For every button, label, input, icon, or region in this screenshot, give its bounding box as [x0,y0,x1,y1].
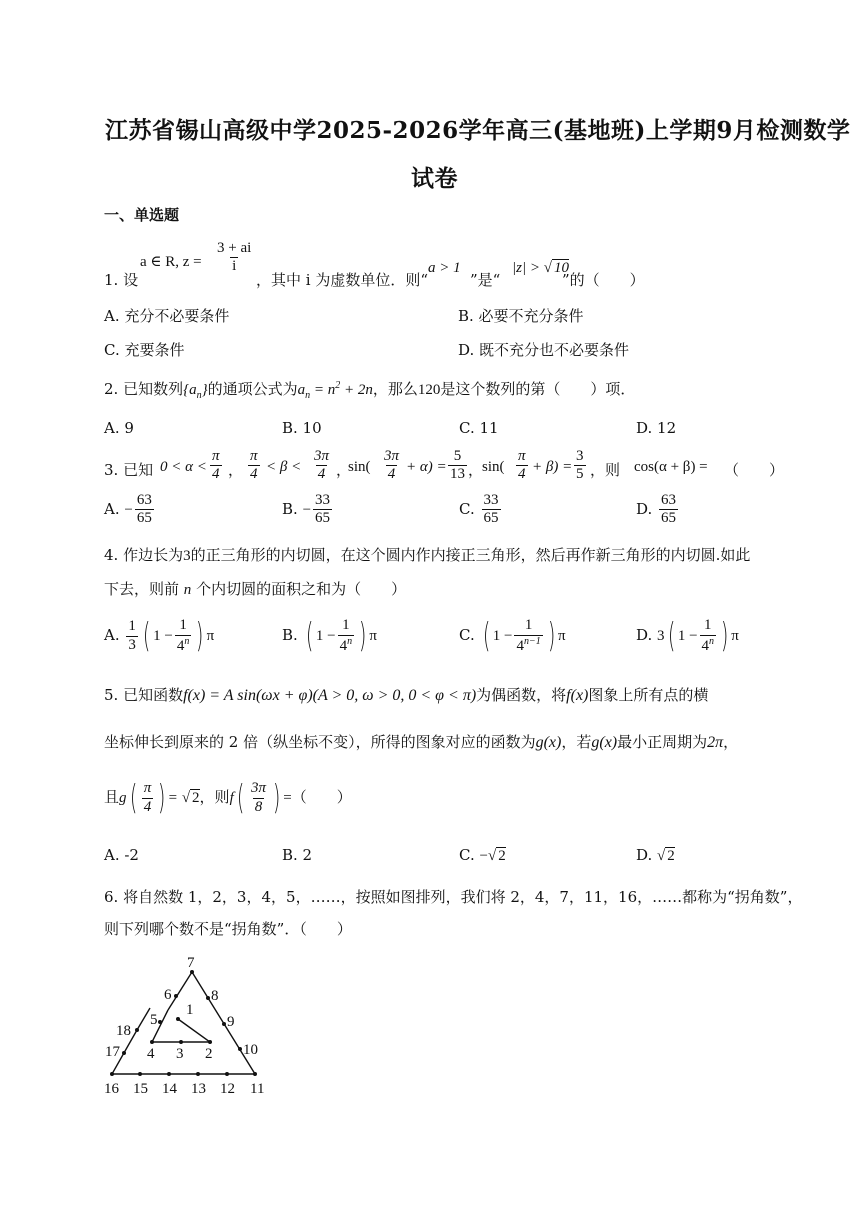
q3-option-d[interactable]: D. $\frac{63}{65}$ [636,492,677,527]
q2-option-d[interactable]: D. 12 [636,419,677,437]
figure-label-14: 14 [162,1081,177,1097]
question-6-line2: 则下列哪个数不是“拐角数”．（ ） [104,920,352,938]
figure-label-3: 3 [176,1046,184,1062]
question-5-line2: 坐标伸长到原来的 2 倍（纵坐标不变），所得的图象对应的函数为g(x)，若g(x)最小正周期为2π， [104,733,739,751]
q5-option-c[interactable]: C. −√ 2 [459,846,506,864]
q2-option-c[interactable]: C. 11 [459,419,499,437]
question-2: 2. 已知数列$\{a_n\}$的通项公式为$a_n = n^2 + 2n$，那么120是这个数列的第（ ）项． [104,380,636,401]
spiral-extension [137,1008,150,1030]
figure-label-13: 13 [191,1081,206,1097]
q1-cond1: a > 1 [428,260,461,276]
doc-title-line2: 试卷 [411,165,458,192]
q2-formula: $a_n = n^2 + 2n$ [297,380,373,401]
q1-stem-a: a ∈ R, z = [140,254,202,270]
q1-text2: ”是“ [470,271,501,289]
q2-option-a[interactable]: A. 9 [104,419,134,437]
figure-label-11: 11 [250,1081,265,1097]
q5-option-a[interactable]: A. -2 [104,846,139,864]
question-3: 3. 已知 0 < α < $\frac{\pi}{4}$ ， $\frac{\pi}{4}$ < β < $\frac{3\pi}{4}$ ， sin( $\frac{3\pi}{4}$ + α) = $\frac{5}{13}$ ， sin( $\frac{\pi}{4}$ + β) = $\frac{3}{5}$ ，则 cos(α + β) = （ ） [104,448,785,483]
q1-text1: ，其中 i 为虚数单位．则“ [256,271,429,289]
q1-option-b[interactable]: B. 必要不充分条件 [458,307,584,325]
q1-option-d[interactable]: D. 既不充分也不必要条件 [458,341,630,359]
figure-label-16: 16 [104,1081,119,1097]
q4-option-b[interactable]: B. ( 1 − $\frac{1}{4^n}$ ) π [282,616,377,656]
q4-option-d[interactable]: D. 3( 1 − $\frac{1}{4^n}$ ) π [636,616,739,656]
q5-option-b[interactable]: B. 2 [282,846,313,864]
q1-option-c[interactable]: C. 充要条件 [104,341,185,359]
q1-text3: ”的（ ） [562,271,645,289]
inner-path [152,1010,210,1042]
q1-cond2: |z| > √ 10 [512,260,569,276]
figure-label-9: 9 [227,1014,235,1030]
figure-label-6: 6 [164,987,172,1003]
doc-title-line1: 江苏省锡山高级中学2025-2026学年高三(基地班)上学期9月检测数学 [105,117,851,144]
q1-option-a[interactable]: A. 充分不必要条件 [104,307,230,325]
figure-label-8: 8 [211,988,219,1004]
q3-option-c[interactable]: C. $\frac{33}{65}$ [459,492,499,527]
figure-label-17: 17 [105,1044,120,1060]
number-triangle-figure [100,950,280,1100]
question-4-line2: 下去，则前 n 个内切圆的面积之和为（ ） [104,580,407,598]
section-heading: 一、单选题 [104,206,180,224]
q4-option-c[interactable]: C. ( 1 − $\frac{1}{4^{n-1}}$ ) π [459,616,566,656]
q2-sequence: $\{a_n\}$ [183,382,208,401]
question-4-line1: 4. 作边长为3的正三角形的内切圆，在这个圆内作内接正三角形，然后再作新三角形的内切圆.如此 [104,546,751,564]
figure-label-2: 2 [205,1046,213,1062]
q1-fraction: $\frac{3 + ai}{i}$ [217,240,252,275]
figure-label-4: 4 [147,1046,155,1062]
q2-option-b[interactable]: B. 10 [282,419,322,437]
question-5-line3: 且g( $\frac{\pi}{4}$ ) = √ 2，则f( $\frac{3\pi}{8}$ ) =（ ） [104,778,352,818]
question-5-line1: 5. 已知函数f(x) = A sin(ωx + φ)(A > 0, ω > 0, 0 < φ < π)为偶函数，将f(x)图象上所有点的横 [104,686,709,704]
q1-number: 1. 设 [104,271,139,289]
figure-label-5: 5 [150,1012,158,1028]
q3-option-b[interactable]: B. − $\frac{33}{65}$ [282,492,331,527]
question-6-line1: 6. 将自然数 1，2，3，4，5，……，按照如图排列，我们将 2，4，7，11，16，……都称为“拐角数”， [104,888,803,906]
q4-option-a[interactable]: A. $\frac{1}{3}$ ( 1 − $\frac{1}{4^n}$ ) π [104,616,215,656]
figure-label-18: 18 [116,1023,131,1039]
q3-option-a[interactable]: A. − $\frac{63}{65}$ [104,492,152,527]
q5-option-d[interactable]: D. √ 2 [636,846,675,864]
figure-label-12: 12 [220,1081,235,1097]
figure-label-15: 15 [133,1081,148,1097]
figure-label-1: 1 [186,1002,194,1018]
figure-label-7: 7 [187,955,195,971]
figure-label-10: 10 [243,1042,258,1058]
